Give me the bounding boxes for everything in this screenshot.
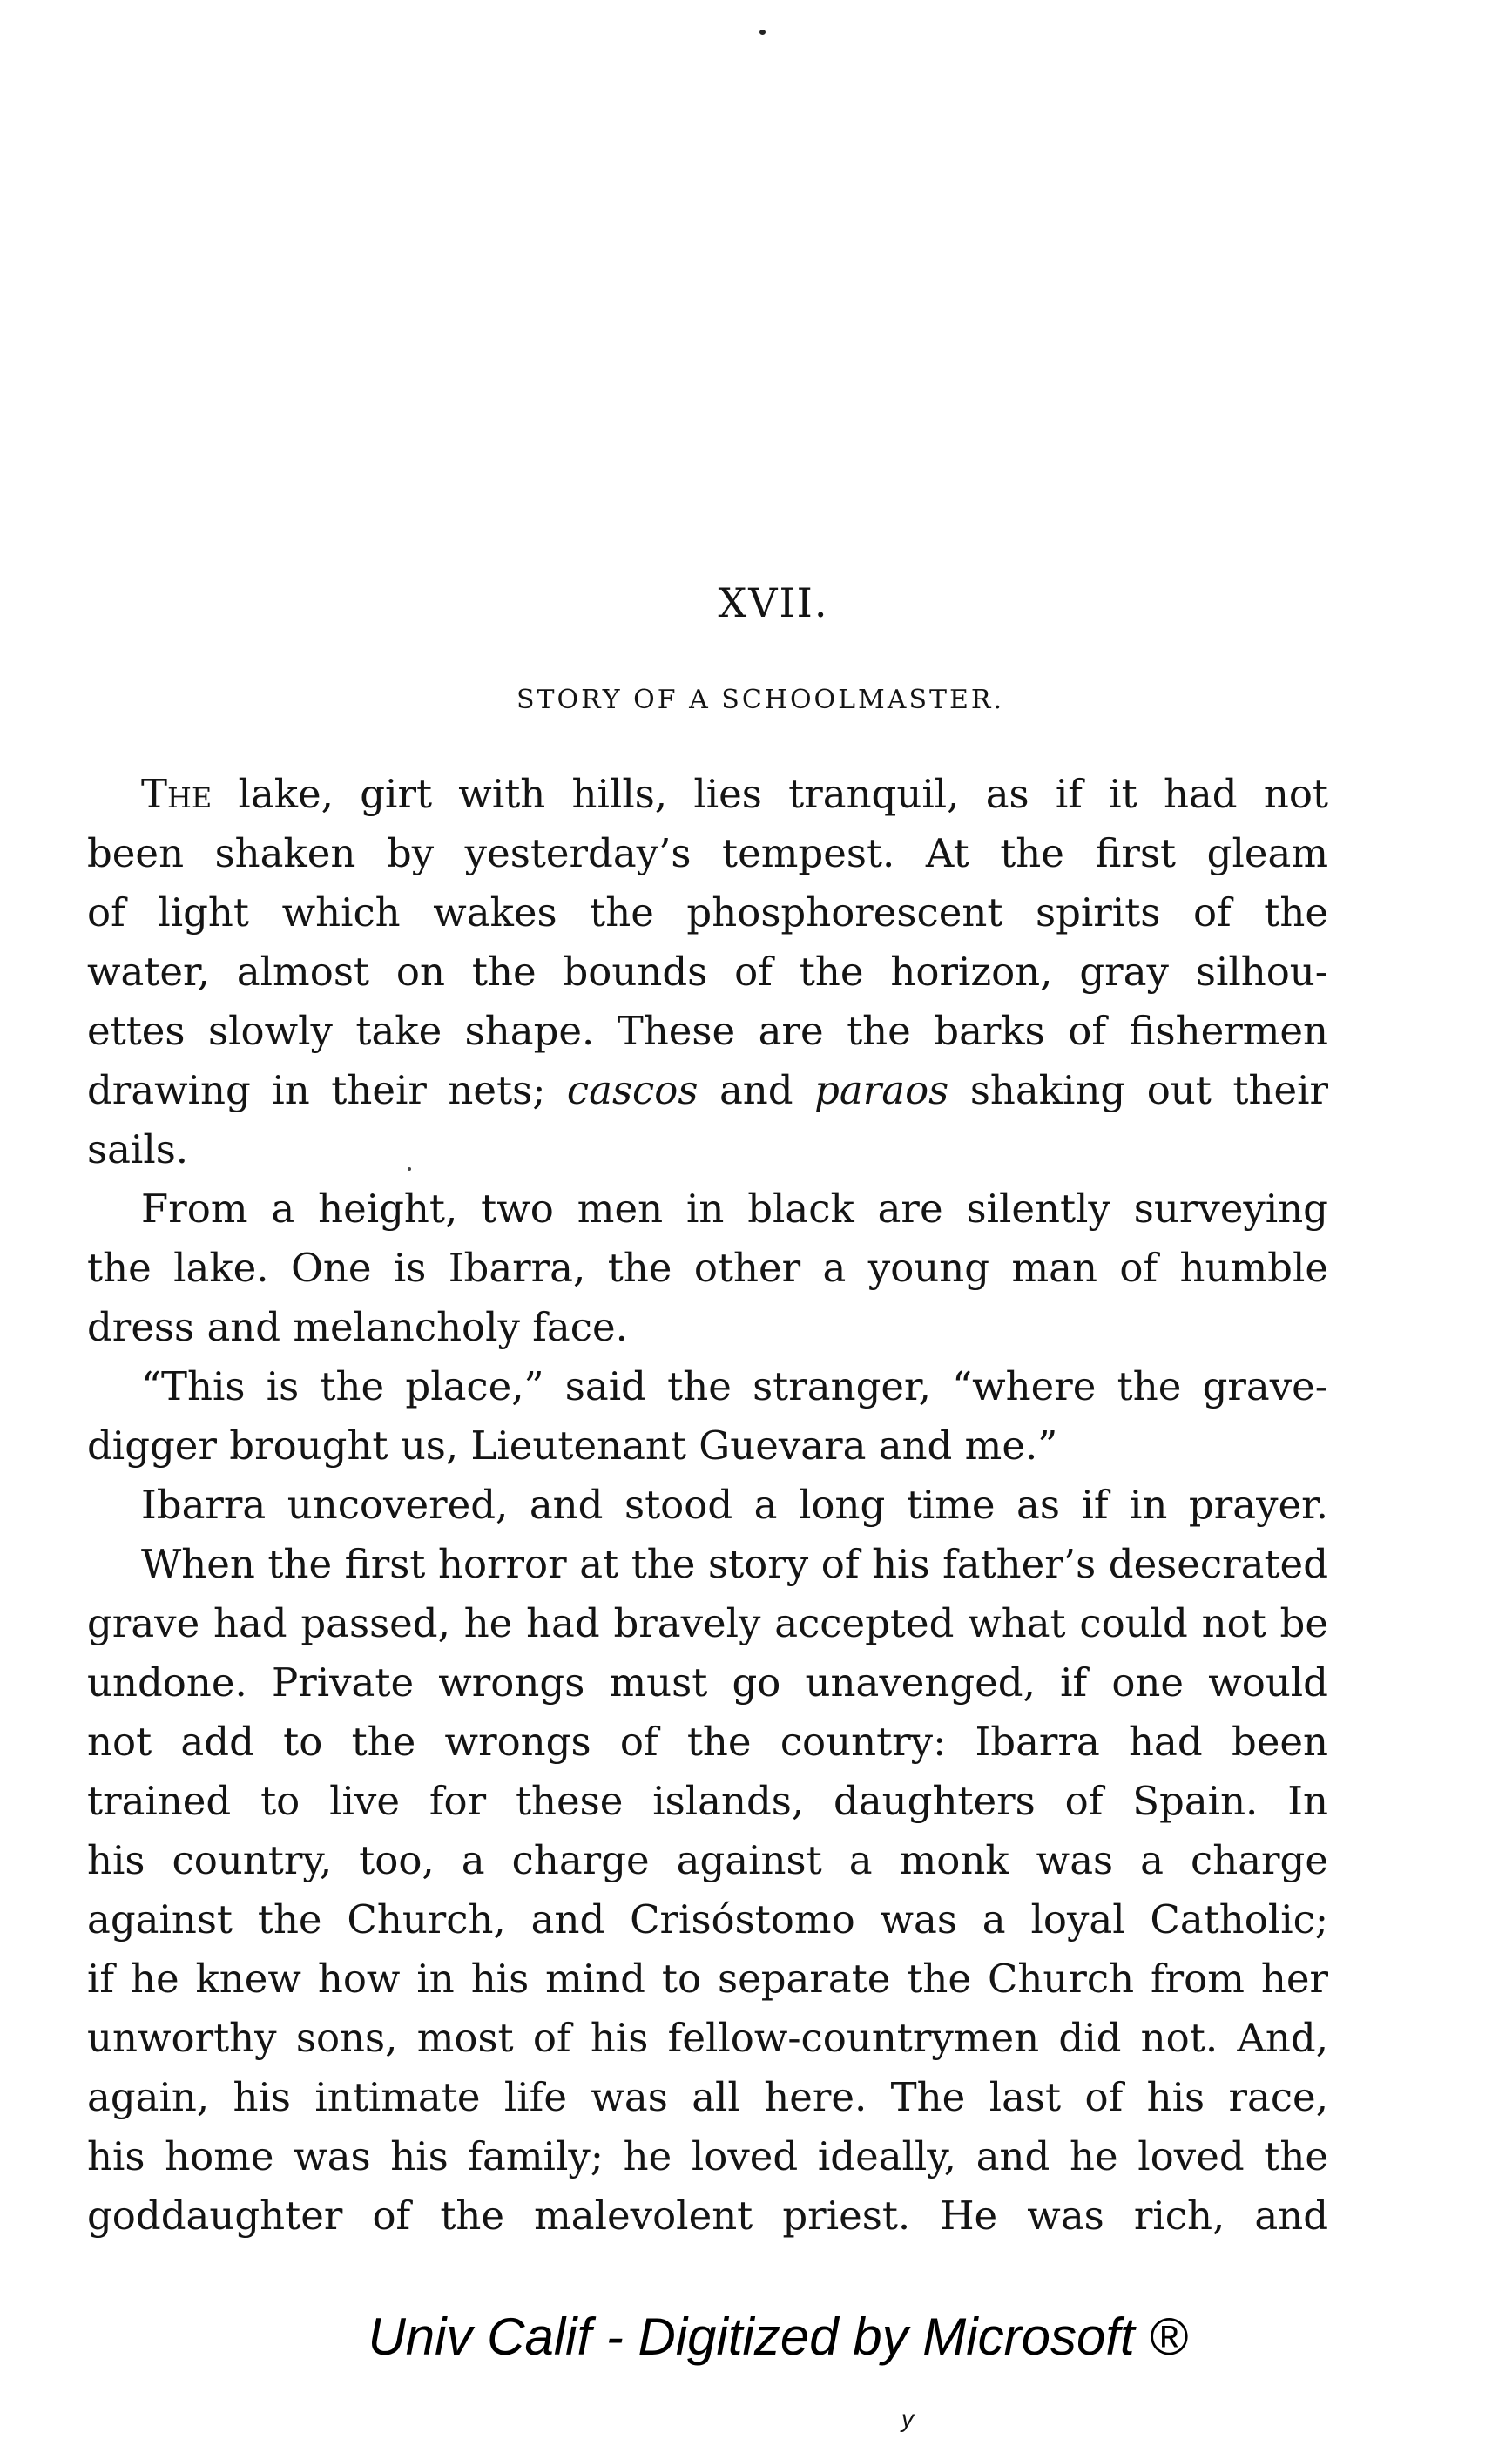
footer-mark: y (901, 2405, 914, 2432)
text-line: of light which wakes the phosphorescent spirits of the (87, 889, 1328, 936)
text-line: dress and melancholy face. (87, 1304, 628, 1350)
text-line: ettes slowly take shape. These are the barks of fishermen (87, 1008, 1328, 1054)
text-line: trained to live for these islands, daughters of Spain. In (87, 1778, 1328, 1824)
text-line: Ibarra uncovered, and stood a long time as if in prayer. (141, 1482, 1328, 1528)
text-line: again, his intimate life was all here. The last of his race, (87, 2074, 1328, 2120)
text-line: unworthy sons, most of his fellow-countrymen did not. And, (87, 2015, 1328, 2061)
digitization-watermark: Univ Calif - Digitized by Microsoft ® (368, 2307, 1188, 2366)
text-line: goddaughter of the malevolent priest. He was rich, and (87, 2193, 1328, 2239)
chapter-title: STORY OF A SCHOOLMASTER. (516, 685, 1005, 715)
chapter-number: XVII. (718, 579, 829, 626)
text-line: When the first horror at the story of his father’s desecrated (141, 1541, 1328, 1587)
text-line: “This is the place,” said the stranger, “where the grave- (141, 1363, 1328, 1409)
text-line: sails. (87, 1126, 189, 1172)
text-line: the lake. One is Ibarra, the other a young man of humble (87, 1245, 1328, 1291)
text-line: undone. Private wrongs must go unavenged, if one would (87, 1659, 1328, 1706)
italic-term: cascos (566, 1067, 699, 1113)
text-line: his country, too, a charge against a monk was a charge (87, 1837, 1328, 1883)
text-line: From a height, two men in black are silently surveying (141, 1186, 1328, 1232)
text-span: lake, girt with hills, lies tranquil, as if it had not (212, 771, 1328, 817)
text-line: not add to the wrongs of the country: Ibarra had been (87, 1719, 1328, 1765)
text-line: digger brought us, Lieutenant Guevara and me.” (87, 1422, 1058, 1469)
text-span: shaking out their (948, 1067, 1328, 1113)
text-line (141, 768, 1328, 821)
text-line: been shaken by yesterday’s tempest. At the first gleam (87, 830, 1328, 876)
text-line: water, almost on the bounds of the horizon, gray silhou- (87, 949, 1328, 995)
text-line (87, 1064, 1328, 1117)
text-line: if he knew how in his mind to separate the Church from her (87, 1956, 1328, 2002)
text-line: his home was his family; he loved ideally, and he loved the (87, 2133, 1328, 2179)
text-line: against the Church, and Crisóstomo was a loyal Catholic; (87, 1896, 1328, 1943)
drop-word: The (141, 771, 213, 817)
text-span: and (698, 1067, 815, 1113)
text-line: grave had passed, he had bravely accepted what could not be (87, 1600, 1328, 1646)
text-span: drawing in their nets; (87, 1067, 567, 1113)
print-speck (759, 30, 766, 35)
italic-term: paraos (814, 1067, 949, 1113)
